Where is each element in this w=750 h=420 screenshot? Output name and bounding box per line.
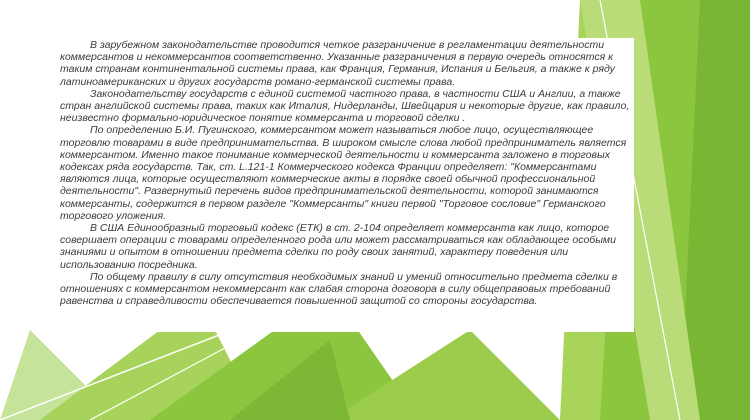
paragraph-4: В США Единообразный торговый кодекс (ЕТК) в ст. 2-104 определяет коммерсанта как лицо, которое совершает операции с товарами определенного рода или может рассматриваться как обладающее особыми знаниями и опытом в отношении предмета сделки по роду своих занятий, характеру поведения или использованию посредника.: [60, 222, 616, 271]
paragraph-1: В зарубежном законодательстве проводится четкое разграничение в регламентации деятельности коммерсантов и некоммерсантов соответственно. Указанные разграничения в первую очередь относятся к таким странам континентальной системы права, как Франция, Германия, Испания и Бельгия, а также к ряду латиноамериканских и других государств романо-германской системы права.: [60, 39, 615, 88]
text-block: [58, 38, 634, 332]
paragraph-5: По общему правилу в силу отсутствия необходимых знаний и умений относительно предмета сделки в отношениях с коммерсантом некоммерсант как слабая сторона договора в силу общеправовых требований равенства и справедливости обеспечивается повышенной защитой со стороны государства.: [60, 270, 618, 308]
paragraph-3: По определению Б.И. Пугинского, коммерсантом может называться любое лицо, осуществляющее торговлю товарами в виде предпринимательства. В широком смысле слова любой предприниматель является коммерсантом. Именно такое понимание коммерческой деятельности и коммерсанта заложено в торговых кодексах ряда государств. Так, ст. L.121-1 Коммерческого кодекса Франции определяет: "Коммерсантами являются лица, которые осуществляют коммерческие акты в порядке своей обычной профессиональной деятельности". Развернутый перечень видов предпринимательской деятельности, которой занимаются коммерсанты, содержится в первом разделе "Коммерсанты" книги первой "Торговое сословие" Германского торгового уложения.: [60, 124, 627, 222]
paragraph-2: Законодательству государств с единой системой частного права, в частности США и Англии, а также стран английской системы права, таких как Италия, Нидерланды, Швейцария и некоторые другие, как правило, неизвестно формально-юридическое понятие коммерсанта и торговой сделки .: [60, 87, 630, 125]
